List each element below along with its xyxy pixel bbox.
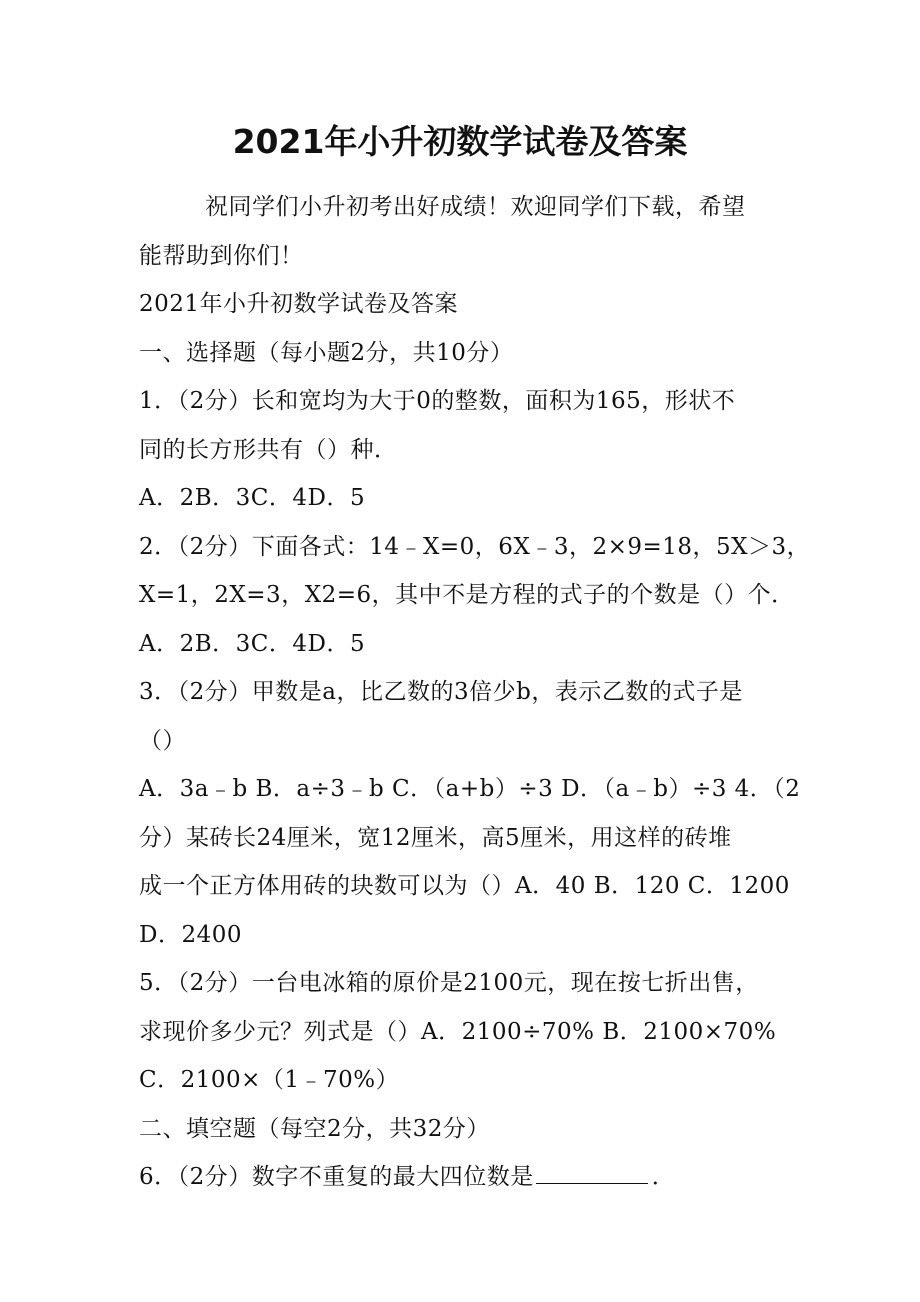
question-5-line-2: 求现价多少元？列式是（）A．2100÷70% B．2100×70%: [139, 1018, 777, 1045]
question-5-line-1: 5．（2分）一台电冰箱的原价是2100元，现在按七折出售，: [139, 970, 759, 996]
question-4-line-2: 成一个正方体用砖的块数可以为（）A．40 B．120 C．1200: [139, 873, 790, 899]
question-4-line-1: 分）某砖长24厘米，宽12厘米，高5厘米，用这样的砖堆: [139, 824, 732, 851]
question-3-options: A．3a﹣b B．a÷3﹣b C．（a+b）÷3 D．（a﹣b）÷3 4．（2: [139, 776, 801, 802]
question-3-line-2: （）: [139, 727, 186, 754]
question-6-end: ．: [651, 1164, 676, 1190]
question-1-line-1: 1．（2分）长和宽均为大于0的整数，面积为165，形状不: [139, 388, 736, 414]
question-2-line-1: 2．（2分）下面各式：14﹣X=0，6X﹣3，2×9=18，5X＞3，: [139, 533, 811, 560]
section-heading-choice: 一、选择题（每小题2分，共10分）: [139, 339, 514, 366]
question-2-line-2: X=1，2X=3，X2=6，其中不是方程的式子的个数是（）个．: [139, 582, 795, 608]
answer-blank: [536, 1161, 648, 1184]
question-3-line-1: 3．（2分）甲数是a，比乙数的3倍少b，表示乙数的式子是: [139, 679, 743, 705]
question-6-text: 6．（2分）数字不重复的最大四位数是: [139, 1164, 534, 1190]
document-body: [139, 183, 811, 1202]
question-1-options: A．2B．3C．4D．5: [139, 485, 366, 511]
question-6-line: [139, 1153, 791, 1202]
question-5-line-3: C．2100×（1﹣70%）: [139, 1067, 400, 1093]
question-4-line-3: D．2400: [139, 921, 242, 948]
intro-line-1: 祝同学们小升初考出好成绩！欢迎同学们下载，希望: [205, 194, 746, 220]
section-heading-fill-in: 二、填空题（每空2分，共32分）: [139, 1115, 490, 1142]
question-2-options: A．2B．3C．4D．5: [139, 630, 366, 657]
question-1-line-2: 同的长方形共有（）种．: [139, 436, 398, 463]
subtitle-line: 2021年小升初数学试卷及答案: [139, 291, 459, 317]
document-title: 2021年小升初数学试卷及答案: [232, 122, 688, 161]
intro-line-2: 能帮助到你们！: [139, 242, 304, 269]
